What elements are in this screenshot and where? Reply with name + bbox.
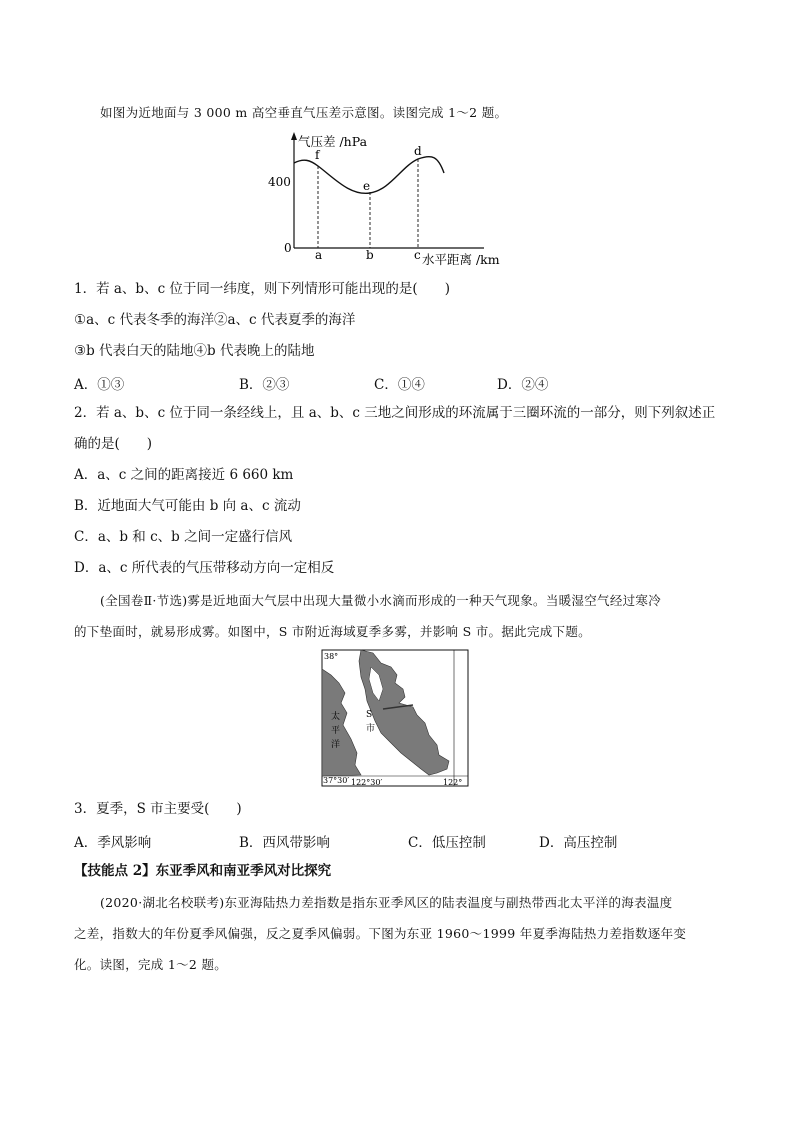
q2-option-a: A．a、c 之间的距离接近 6 660 km: [74, 467, 294, 483]
intro-text-3-line-3: 化。读图，完成 1～2 题。: [74, 957, 228, 972]
q1-option-d: D．②④: [497, 377, 549, 393]
ocean-label-1: 太: [331, 712, 341, 722]
point-label-e: e: [363, 179, 371, 193]
ocean-label-3: 洋: [331, 740, 341, 750]
x-axis-label: 水平距离 /km: [422, 252, 500, 267]
city-label-1: S: [366, 710, 373, 720]
q1-option-a: A．①③: [74, 377, 125, 393]
question-2-stem-2: 确的是( ): [74, 436, 153, 452]
x-tick-b: b: [366, 248, 374, 262]
q3-option-b: B．西风带影响: [239, 835, 330, 851]
q3-option-a: A．季风影响: [74, 835, 152, 851]
lon-label-mid: 122°30′: [351, 778, 383, 787]
point-label-f: f: [315, 148, 320, 162]
q2-option-c: C．a、b 和 c、b 之间一定盛行信风: [74, 529, 293, 545]
question-3-stem: 3．夏季，S 市主要受( ): [74, 801, 242, 817]
question-1-line-3: ③b 代表白天的陆地④b 代表晚上的陆地: [74, 343, 315, 359]
x-tick-a: a: [315, 248, 323, 262]
y-tick-0: 0: [284, 241, 292, 255]
q1-option-c: C．①④: [374, 377, 425, 393]
intro-text-2-line-1: (全国卷Ⅱ·节选)雾是近地面大气层中出现大量微小水滴而形成的一种天气现象。当暖湿空气经过寒冷: [100, 593, 662, 608]
pressure-difference-diagram: [262, 128, 522, 268]
intro-text-2-line-2: 的下垫面时，就易形成雾。如图中，S 市附近海域夏季多雾，并影响 S 市。据此完成下题。: [74, 624, 591, 639]
coastal-map: [321, 649, 469, 787]
lat-label-bottom: 37°30′: [323, 776, 350, 785]
lat-label-top: 38°: [324, 652, 339, 661]
q1-option-b: B．②③: [239, 377, 290, 393]
intro-text-1: 如图为近地面与 3 000 m 高空垂直气压差示意图。读图完成 1～2 题。: [100, 105, 508, 120]
section-heading: 【技能点 2】东亚季风和南亚季风对比探究: [74, 863, 332, 879]
q2-option-b: B．近地面大气可能由 b 向 a、c 流动: [74, 498, 301, 514]
point-label-d: d: [414, 144, 422, 158]
x-tick-c: c: [414, 248, 421, 262]
q3-option-d: D．高压控制: [539, 835, 618, 851]
city-label-2: 市: [366, 724, 376, 734]
intro-text-3-line-1: (2020·湖北名校联考)东亚海陆热力差指数是指东亚季风区的陆表温度与副热带西北太平洋的海表温度: [100, 895, 673, 910]
q2-option-d: D．a、c 所代表的气压带移动方向一定相反: [74, 560, 335, 576]
lon-label-right: 122°: [443, 778, 463, 787]
y-tick-400: 400: [268, 175, 291, 189]
question-1-line-2: ①a、c 代表冬季的海洋②a、c 代表夏季的海洋: [74, 312, 356, 328]
q3-option-c: C．低压控制: [408, 835, 486, 851]
question-2-stem-1: 2．若 a、b、c 位于同一条经线上，且 a、b、c 三地之间形成的环流属于三圈环流的一部分，则下列叙述正: [74, 405, 716, 421]
y-axis-label: 气压差 /hPa: [298, 134, 368, 149]
ocean-label-2: 平: [331, 726, 341, 736]
intro-text-3-line-2: 之差，指数大的年份夏季风偏强，反之夏季风偏弱。下图为东亚 1960～1999 年夏季海陆热力差指数逐年变: [74, 926, 687, 941]
question-1-stem: 1．若 a、b、c 位于同一纬度，则下列情形可能出现的是( ): [74, 281, 450, 297]
